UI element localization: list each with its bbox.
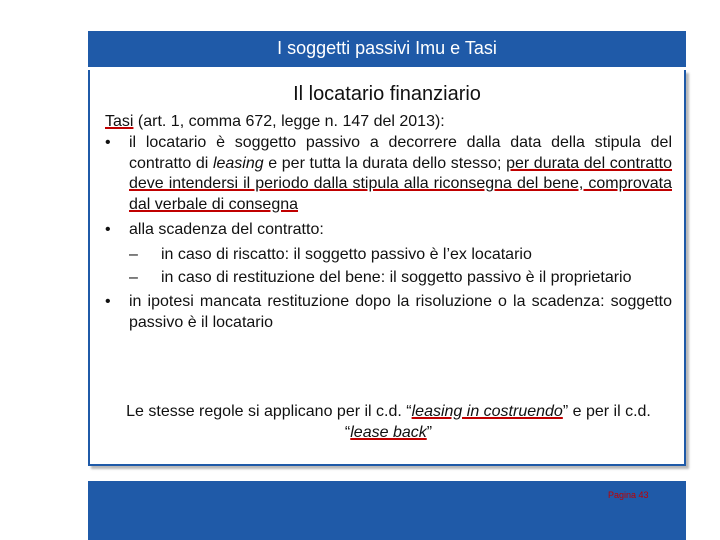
lease-back-term: lease back [350, 424, 427, 441]
law-reference: (art. 1, comma 672, legge n. 147 del 2013): [133, 113, 445, 130]
underlined-definition: per durata del contratto deve intendersi il periodo dalla stipula alla riconsegna del bene, comprovata dal verbale di consegna [129, 154, 673, 214]
bullet-icon: • [105, 133, 111, 151]
content-box [88, 70, 686, 466]
slide-footer-bar [88, 481, 686, 540]
bullet-text: alla scadenza del contratto: [129, 220, 324, 238]
sub-item [105, 268, 672, 289]
sub-item-text: in caso di riscatto: il soggetto passivo è l’ex locatario [161, 245, 532, 263]
leasing-in-costruendo-term: leasing in costruendo [411, 403, 563, 420]
bullet-text: in ipotesi mancata restituzione dopo la risoluzione o la scadenza: soggetto passivo è il locatario [129, 293, 672, 332]
page-number: Pagina 43 [608, 490, 649, 500]
bullet-item [105, 292, 672, 334]
section-title: Il locatario finanziario [293, 83, 481, 105]
bullet-text: e per tutta la durata dello stesso; [263, 154, 507, 172]
note-text: Le stesse regole si applicano per il c.d. “ [126, 403, 412, 420]
dash-icon: – [129, 245, 138, 263]
sub-item-text: in caso di restituzione del bene: il soggetto passivo è il proprietario [161, 268, 632, 286]
slide-title: I soggetti passivi Imu e Tasi [277, 38, 497, 58]
note-text: ” e per il c.d. “ [344, 403, 651, 441]
dash-icon: – [129, 268, 138, 286]
closing-note [105, 401, 672, 443]
body-text [105, 112, 672, 334]
bullet-item [105, 133, 672, 216]
intro-line [105, 112, 672, 133]
sub-item [105, 245, 672, 266]
leasing-term: leasing [212, 154, 264, 172]
tasi-label: Tasi [105, 113, 134, 130]
bullet-text: il locatario è soggetto passivo a decorrere dalla data della stipula del contratto di [129, 133, 672, 172]
bullet-item [105, 220, 672, 241]
bullet-icon: • [105, 220, 111, 238]
bullet-icon: • [105, 293, 111, 311]
note-text: ” [426, 424, 433, 441]
slide-header-bar [88, 31, 686, 67]
